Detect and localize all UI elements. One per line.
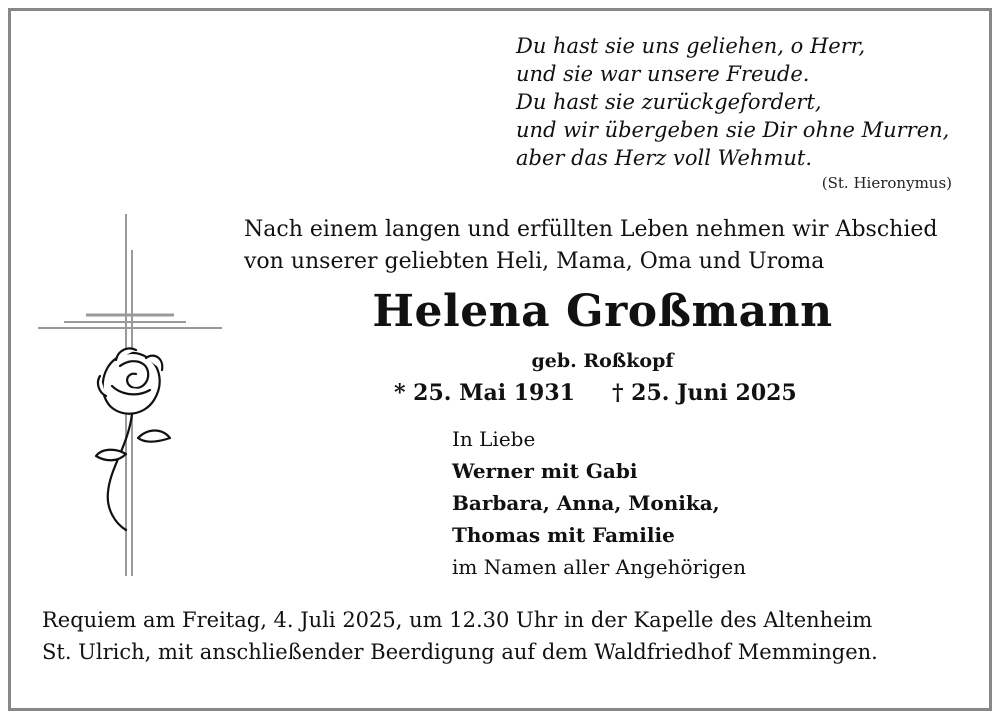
mourner-name: Barbara, Anna, Monika, <box>452 491 720 515</box>
service-line: Requiem am Freitag, 4. Juli 2025, um 12.30 Uhr in der Kapelle des Altenheim <box>42 608 873 632</box>
service-line: St. Ulrich, mit anschließender Beerdigung auf dem Waldfriedhof Memmingen. <box>42 640 878 664</box>
poem-line: aber das Herz voll Wehmut. <box>516 146 813 170</box>
poem-source: (St. Hieronymus) <box>821 174 952 192</box>
poem <box>516 32 976 172</box>
death-date: † 25. Juni 2025 <box>612 380 797 406</box>
poem-line: und sie war unsere Freude. <box>516 62 810 86</box>
service-info <box>42 604 972 668</box>
mourner-name: Werner mit Gabi <box>452 459 638 483</box>
mourners-closing: im Namen aller Angehörigen <box>452 555 747 579</box>
mourners <box>452 423 972 583</box>
mourners-intro: In Liebe <box>452 427 536 451</box>
poem-line: Du hast sie zurückgefordert, <box>516 90 822 114</box>
cross-with-rose-icon <box>36 210 226 582</box>
life-dates <box>394 380 834 406</box>
mourner-name: Thomas mit Familie <box>452 523 675 547</box>
poem-line: und wir übergeben sie Dir ohne Murren, <box>516 118 950 142</box>
poem-line: Du hast sie uns geliehen, o Herr, <box>516 34 866 58</box>
maiden-name: geb. Roßkopf <box>531 350 674 372</box>
intro-line: Nach einem langen und erfüllten Leben nehmen wir Abschied <box>244 217 938 242</box>
deceased-name: Helena Großmann <box>372 286 833 337</box>
birth-date: * 25. Mai 1931 <box>394 380 575 406</box>
intro-text <box>244 214 984 278</box>
intro-line: von unserer geliebten Heli, Mama, Oma und Uroma <box>244 249 825 274</box>
